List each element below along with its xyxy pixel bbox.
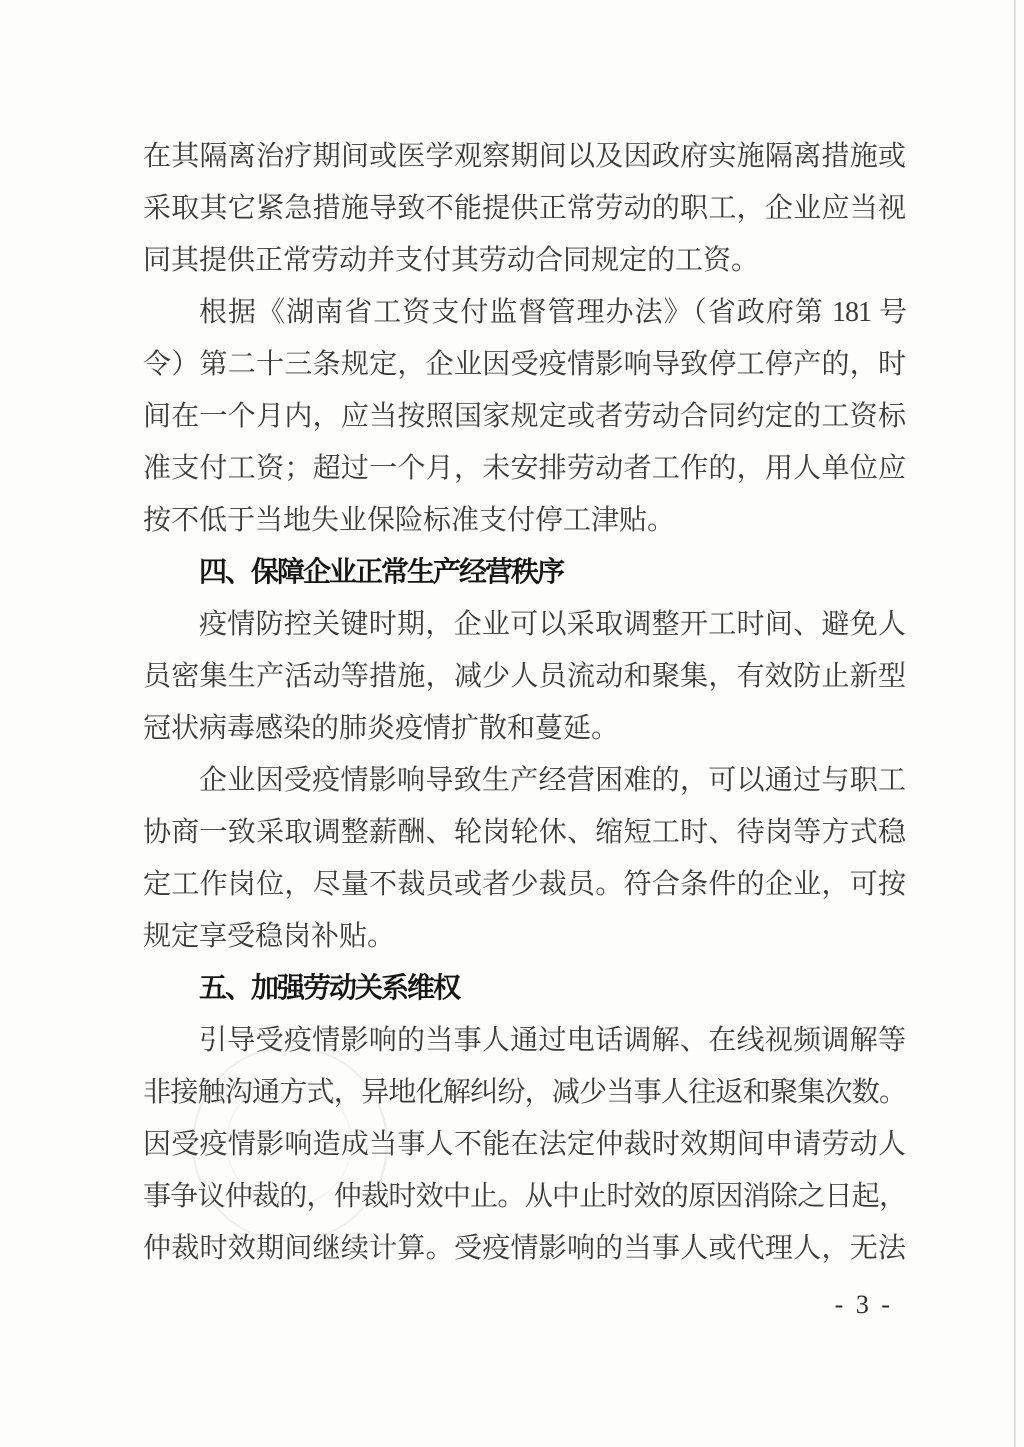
text-line: 非接触沟通方式，异地化解纠纷，减少当事人往返和聚集次数。 — [143, 1077, 906, 1108]
text-line: 规定享受稳岗补贴。 — [143, 921, 396, 952]
seal-bleedthrough-inner-circle — [226, 1080, 352, 1206]
text-line: 根据《湖南省工资支付监督管理办法》（省政府第 181 号 — [199, 297, 906, 328]
text-line: 疫情防控关键时期，企业可以采取调整开工时间、避免人 — [199, 609, 906, 640]
text-line: 员密集生产活动等措施，减少人员流动和聚集，有效防止新型 — [143, 661, 906, 692]
section-heading: 五、加强劳动关系维权 — [199, 973, 460, 1004]
text-line: 准支付工资；超过一个月，未安排劳动者工作的，用人单位应 — [143, 453, 906, 484]
text-line: 因受疫情影响造成当事人不能在法定仲裁时效期间申请劳动人 — [143, 1129, 906, 1160]
text-line: 同其提供正常劳动并支付其劳动合同规定的工资。 — [143, 245, 760, 276]
text-line: 事争议仲裁的，仲裁时效中止。从中止时效的原因消除之日起， — [143, 1181, 906, 1212]
text-line: 冠状病毒感染的肺炎疫情扩散和蔓延。 — [143, 713, 620, 744]
text-line: 按不低于当地失业保险标准支付停工津贴。 — [143, 505, 676, 536]
scan-edge-artifact — [1014, 0, 1016, 1447]
text-line: 令）第二十三条规定，企业因受疫情影响导致停工停产的，时 — [143, 349, 906, 380]
text-line: 企业因受疫情影响导致生产经营困难的，可以通过与职工 — [199, 765, 906, 796]
text-line: 引导受疫情影响的当事人通过电话调解、在线视频调解等 — [199, 1025, 906, 1056]
text-line: 采取其它紧急措施导致不能提供正常劳动的职工，企业应当视 — [143, 193, 906, 224]
text-line: 在其隔离治疗期间或医学观察期间以及因政府实施隔离措施或 — [143, 141, 906, 172]
section-heading: 四、保障企业正常生产经营秩序 — [199, 557, 564, 588]
text-line: 间在一个月内，应当按照国家规定或者劳动合同约定的工资标 — [143, 401, 906, 432]
text-line: 协商一致采取调整薪酬、轮岗轮休、缩短工时、待岗等方式稳 — [143, 817, 906, 848]
text-line: 定工作岗位，尽量不裁员或者少裁员。符合条件的企业，可按 — [143, 869, 906, 900]
text-line: 仲裁时效期间继续计算。受疫情影响的当事人或代理人，无法 — [143, 1233, 906, 1264]
page-number: - 3 - — [834, 1290, 893, 1319]
